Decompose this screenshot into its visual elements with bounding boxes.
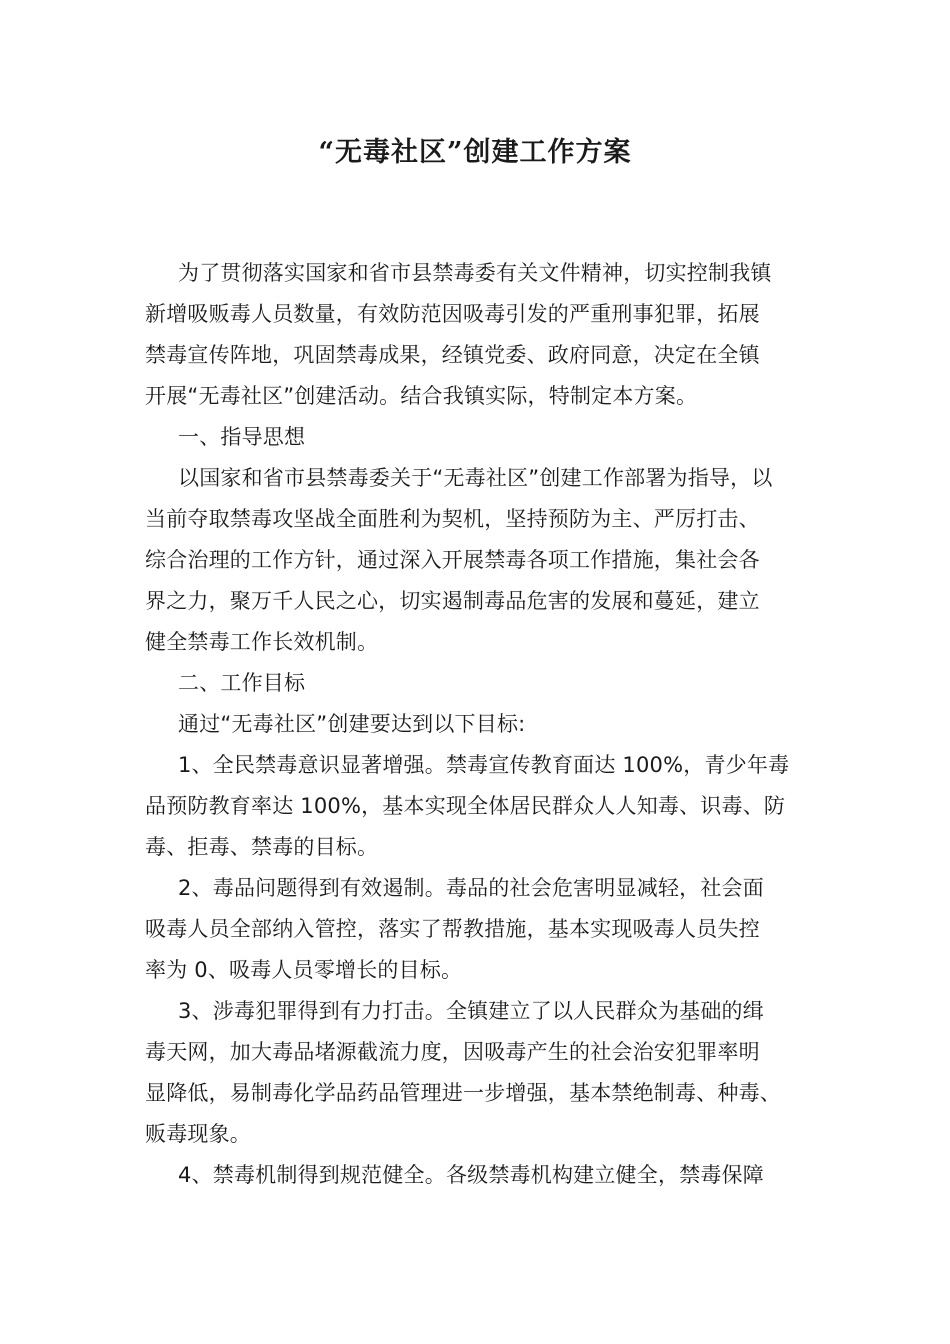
- document-body: [145, 253, 825, 1196]
- body-line: 开展“无毒社区”创建活动。结合我镇实际，特制定本方案。: [145, 384, 698, 408]
- body-line: 毒、拒毒、禁毒的目标。: [145, 835, 379, 859]
- body-line: 显降低，易制毒化学品药品管理进一步增强，基本禁绝制毒、种毒、: [145, 1081, 781, 1105]
- body-line: 2、毒品问题得到有效遏制。毒品的社会危害明显减轻，社会面: [178, 876, 764, 900]
- body-line: 以国家和省市县禁毒委关于“无毒社区”创建工作部署为指导，以: [178, 466, 773, 490]
- body-line: 综合治理的工作方针，通过深入开展禁毒各项工作措施，集社会各: [145, 548, 760, 572]
- body-line: 界之力，聚万千人民之心，切实遏制毒品危害的发展和蔓延，建立: [145, 589, 760, 613]
- body-line: 率为 0、吸毒人员零增长的目标。: [145, 958, 463, 982]
- body-line: 毒天网，加大毒品堵源截流力度，因吸毒产生的社会治安犯罪率明: [145, 1040, 760, 1064]
- body-line: 品预防教育率达 100%，基本实现全体居民群众人人知毒、识毒、防: [145, 794, 786, 818]
- document-title: “无毒社区”创建工作方案: [318, 137, 632, 168]
- body-line: 1、全民禁毒意识显著增强。禁毒宣传教育面达 100%，青少年毒: [178, 753, 790, 777]
- body-line: 4、禁毒机制得到规范健全。各级禁毒机构建立健全，禁毒保障: [178, 1163, 764, 1187]
- body-line: 健全禁毒工作长效机制。: [145, 630, 379, 654]
- body-line: 通过“无毒社区”创建要达到以下目标:: [178, 712, 526, 736]
- body-line: 二、工作目标: [178, 671, 306, 695]
- body-line: 吸毒人员全部纳入管控，落实了帮教措施，基本实现吸毒人员失控: [145, 917, 760, 941]
- body-line: 为了贯彻落实国家和省市县禁毒委有关文件精神，切实控制我镇: [178, 261, 772, 285]
- body-line: 禁毒宣传阵地，巩固禁毒成果，经镇党委、政府同意，决定在全镇: [145, 343, 760, 367]
- body-line: 新增吸贩毒人员数量，有效防范因吸毒引发的严重刑事犯罪，拓展: [145, 302, 760, 326]
- body-line: 一、指导思想: [178, 425, 306, 449]
- body-line: 贩毒现象。: [145, 1122, 251, 1146]
- body-line: 当前夺取禁毒攻坚战全面胜利为契机，坚持预防为主、严厉打击、: [145, 507, 760, 531]
- body-line: 3、涉毒犯罪得到有力打击。全镇建立了以人民群众为基础的缉: [178, 999, 764, 1023]
